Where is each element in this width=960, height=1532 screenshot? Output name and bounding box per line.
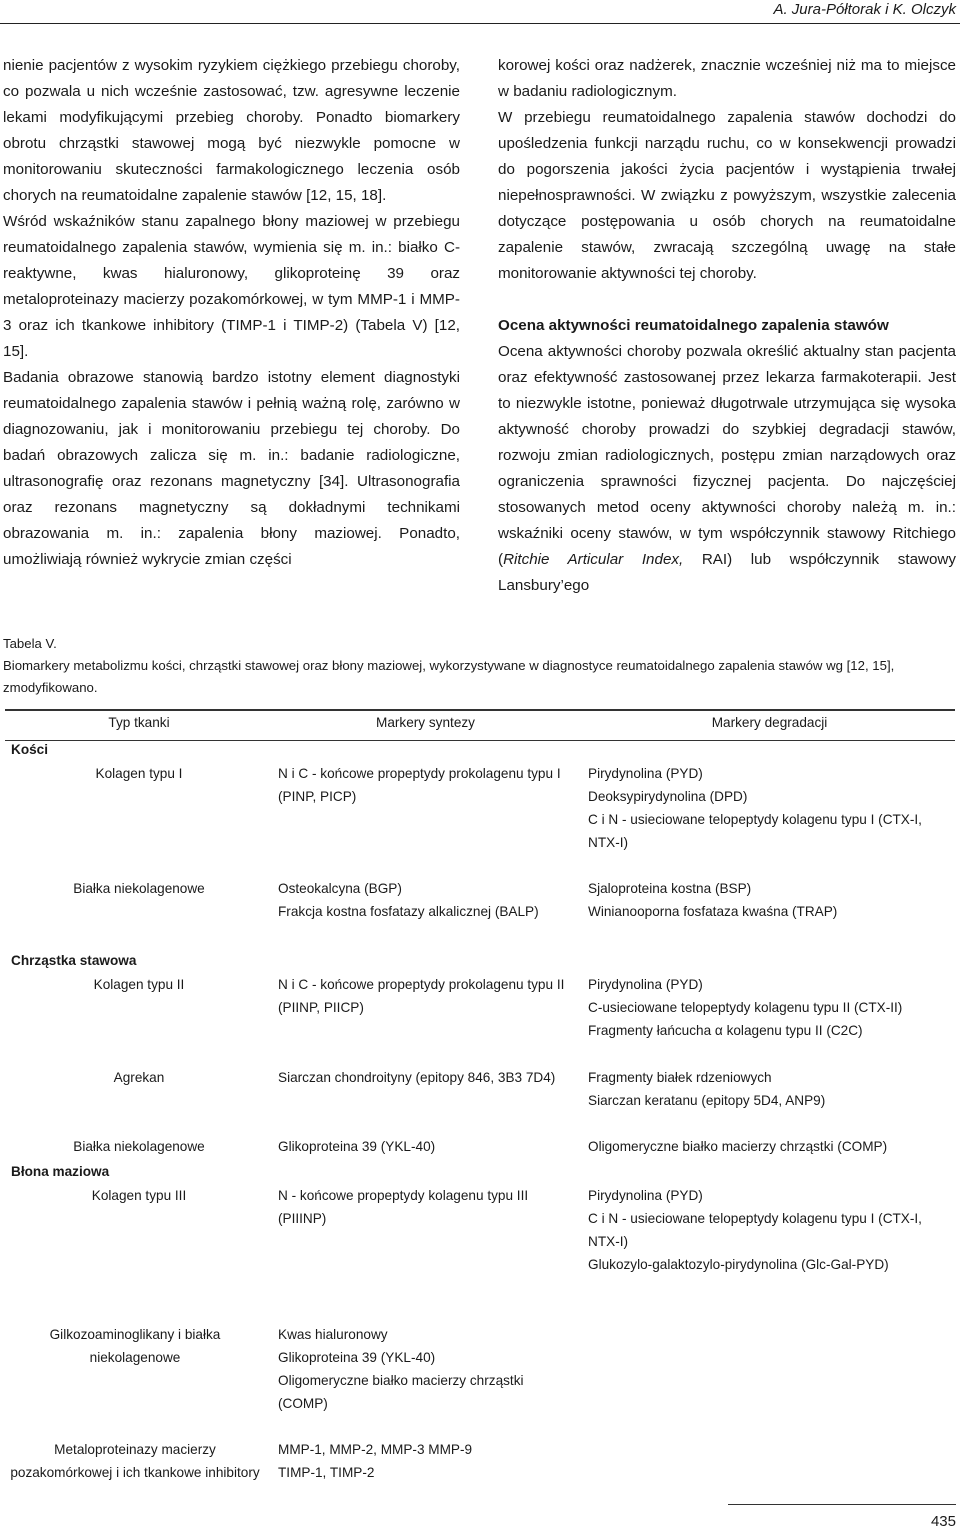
- marker-item: Pirydynolina (PYD): [588, 1188, 703, 1203]
- table-cell-synthesis: N i C - końcowe propeptydy prokolagenu typu II (PIINP, PIICP): [278, 977, 565, 1015]
- column-header-type: Typ tkanki: [108, 715, 170, 730]
- marker-item: MMP-1, MMP-2, MMP-3 MMP-9: [278, 1442, 473, 1457]
- table-cell-type: Białka niekolagenowe: [73, 881, 205, 896]
- table-cell-degradation: [588, 762, 956, 854]
- table-cell-type: Kolagen typu III: [91, 1188, 187, 1203]
- table-cell-type: Metaloproteinazy macierzy pozakomórkowej i ich tkankowe inhibitory: [10, 1442, 260, 1480]
- table-cell-type: Białka niekolagenowe: [73, 1139, 205, 1154]
- paragraph-text: RAI) lub współczynnik stawowy Lansbury’ego: [498, 551, 956, 594]
- marker-item: C-usieciowane telopeptydy kolagenu typu II (CTX-II): [588, 1000, 903, 1015]
- table-cell-type: Agrekan: [113, 1070, 165, 1085]
- table-caption-text: Biomarkery metabolizmu kości, chrząstki stawowej oraz błony maziowej, wykorzystywane w diagnostyce reumatoidalnego zapalenia stawów wg [12, 15], zmodyfikowano.: [3, 658, 895, 695]
- column-header-synthesis: Markery syntezy: [376, 715, 475, 730]
- table-label: Tabela V.: [3, 636, 57, 651]
- marker-item: Frakcja kostna fosfatazy alkalicznej (BALP): [278, 904, 539, 919]
- section-heading: Ocena aktywności reumatoidalnego zapalenia stawów: [498, 317, 889, 334]
- marker-item: Glukozylo-galaktozylo-pirydynolina (Glc-Gal-PYD): [588, 1257, 889, 1272]
- marker-item: Deoksypirydynolina (DPD): [588, 789, 748, 804]
- marker-item: Pirydynolina (PYD): [588, 766, 703, 781]
- table-cell-type: Kolagen typu I: [95, 766, 183, 781]
- column-header-degradation: Markery degradacji: [711, 715, 828, 730]
- marker-item: Oligomeryczne białko macierzy chrząstki (COMP): [278, 1373, 524, 1411]
- marker-item: Oligomeryczne białko macierzy chrząstki (COMP): [588, 1139, 888, 1154]
- table-cell-synthesis: [278, 1438, 568, 1484]
- paragraph-text: Ocena aktywności choroby pozwala określić aktualny stan pacjenta oraz efektywność zastosowanej przez lekarza farmakoterapii. Jest to niezwykle istotne, ponieważ długotrwale utrzymująca się wysoka aktywność choroby prowadzi do szybkiej degradacji stawów, rozwoju zmian radiologicznych, postępu zmian narządowych oraz ograniczenia sprawności fizycznej pacjenta. Do najczęściej stosowanych metod oceny aktywności choroby należą m. in.: wskaźniki oceny stawów, w tym współczynnik stawowy Ritchiego (: [498, 343, 956, 568]
- marker-item: Osteokalcyna (BGP): [278, 881, 402, 896]
- table-cell-synthesis: N i C - końcowe propeptydy prokolagenu typu I (PINP, PICP): [278, 766, 561, 804]
- table-header-rule: [5, 740, 955, 741]
- marker-item: Fragmenty łańcucha α kolagenu typu II (C2C): [588, 1023, 863, 1038]
- marker-item: C i N - usieciowane telopeptydy kolagenu typu I (CTX-I, NTX-I): [588, 812, 922, 850]
- marker-item: Fragmenty białek rdzeniowych: [588, 1070, 772, 1085]
- paragraph: Badania obrazowe stanowią bardzo istotny element diagnostyki reumatoidalnego zapalenia stawów i pełnią ważną rolę, zarówno w diagnozowaniu, jak i monitorowaniu przebiegu tej choroby. Do badań obrazowych zalicza się m. in.: badanie radiologiczne, ultrasonografię oraz rezonans magnetyczny [34]. Ultrasonografia oraz rezonans magnetyczny są dokładnymi technikami obrazowania m. in.: zapalenia błony maziowej. Ponadto, umożliwiają również wykrycie zmian części: [3, 369, 460, 568]
- marker-item: Winianooporna fosfataza kwaśna (TRAP): [588, 904, 838, 919]
- marker-item: TIMP-1, TIMP-2: [278, 1465, 375, 1480]
- table-cell-degradation: [588, 973, 956, 1042]
- table-cell-degradation: [588, 1184, 956, 1276]
- footer-rule: [728, 1504, 956, 1505]
- table-cell-synthesis: N - końcowe propeptydy kolagenu typu III (PIIINP): [278, 1188, 529, 1226]
- table-cell-type: Kolagen typu II: [93, 977, 185, 992]
- marker-item: C i N - usieciowane telopeptydy kolagenu typu I (CTX-I, NTX-I): [588, 1211, 922, 1249]
- paragraph: korowej kości oraz nadżerek, znacznie wcześniej niż ma to miejsce w badaniu radiologicznym.: [498, 57, 956, 100]
- marker-item: Sjaloproteina kostna (BSP): [588, 881, 752, 896]
- table-cell-degradation: [588, 1066, 956, 1112]
- group-label-bone: Kości: [11, 742, 49, 757]
- table-cell-synthesis: [278, 1323, 568, 1415]
- running-header-author: A. Jura-Półtorak i K. Olczyk: [773, 1, 956, 18]
- group-label-cartilage: Chrząstka stawowa: [11, 953, 137, 968]
- marker-item: Glikoproteina 39 (YKL-40): [278, 1350, 436, 1365]
- page-number: 435: [930, 1513, 956, 1530]
- marker-item: Pirydynolina (PYD): [588, 977, 703, 992]
- paragraph: W przebiegu reumatoidalnego zapalenia stawów dochodzi do upośledzenia funkcji narządu ruchu, co w konsekwencji prowadzi do pogorszenia jakości życia pacjentów i wystąpienia trwałej niepełnosprawności. W związku z powyższym, wszystkie zalecenia dotyczące postępowania u osób chorych na reumatoidalne zapalenie stawów, zwracają szczególną uwagę na stałe monitorowanie aktywności tej choroby.: [498, 109, 956, 282]
- group-label-synovium: Błona maziowa: [11, 1164, 110, 1179]
- table-top-rule: [5, 709, 955, 711]
- table-cell-synthesis: [278, 877, 568, 923]
- paragraph: nienie pacjentów z wysokim ryzykiem ciężkiego przebiegu choroby, co pozwala u nich wcześnie zastosować, tzw. agresywne leczenie lekami modyfikującymi przebieg choroby. Ponadto biomarkery obrotu chrząstki stawowej mogą być niezwykle pomocne w monitorowaniu skuteczności farmakologicznego leczenia osób chorych na reumatoidalne zapalenie stawów [12, 15, 18].: [3, 57, 460, 204]
- table-cell-synthesis: Siarczan chondroityny (epitopy 846, 3B3 7D4): [278, 1070, 556, 1085]
- paragraph-italic-term: Ritchie Articular Index,: [503, 551, 684, 568]
- paragraph: Wśród wskaźników stanu zapalnego błony maziowej w przebiegu reumatoidalnego zapalenia stawów, wymienia się m. in.: białko C-reaktywne, kwas hialuronowy, glikoproteinę 39 oraz metaloproteinazy macierzy pozakomórkowej, w tym MMP-1 i MMP-3 oraz ich tkankowe inhibitory (TIMP-1 i TIMP-2) (Tabela V) [12, 15].: [3, 213, 460, 360]
- table-cell-degradation: [588, 877, 956, 923]
- marker-item: Kwas hialuronowy: [278, 1327, 388, 1342]
- marker-item: Siarczan keratanu (epitopy 5D4, ANP9): [588, 1093, 826, 1108]
- table-cell-degradation: [588, 1135, 956, 1158]
- table-cell-type: Gilkozoaminoglikany i białka niekolagenowe: [49, 1327, 221, 1365]
- table-cell-synthesis: Glikoproteina 39 (YKL-40): [278, 1139, 436, 1154]
